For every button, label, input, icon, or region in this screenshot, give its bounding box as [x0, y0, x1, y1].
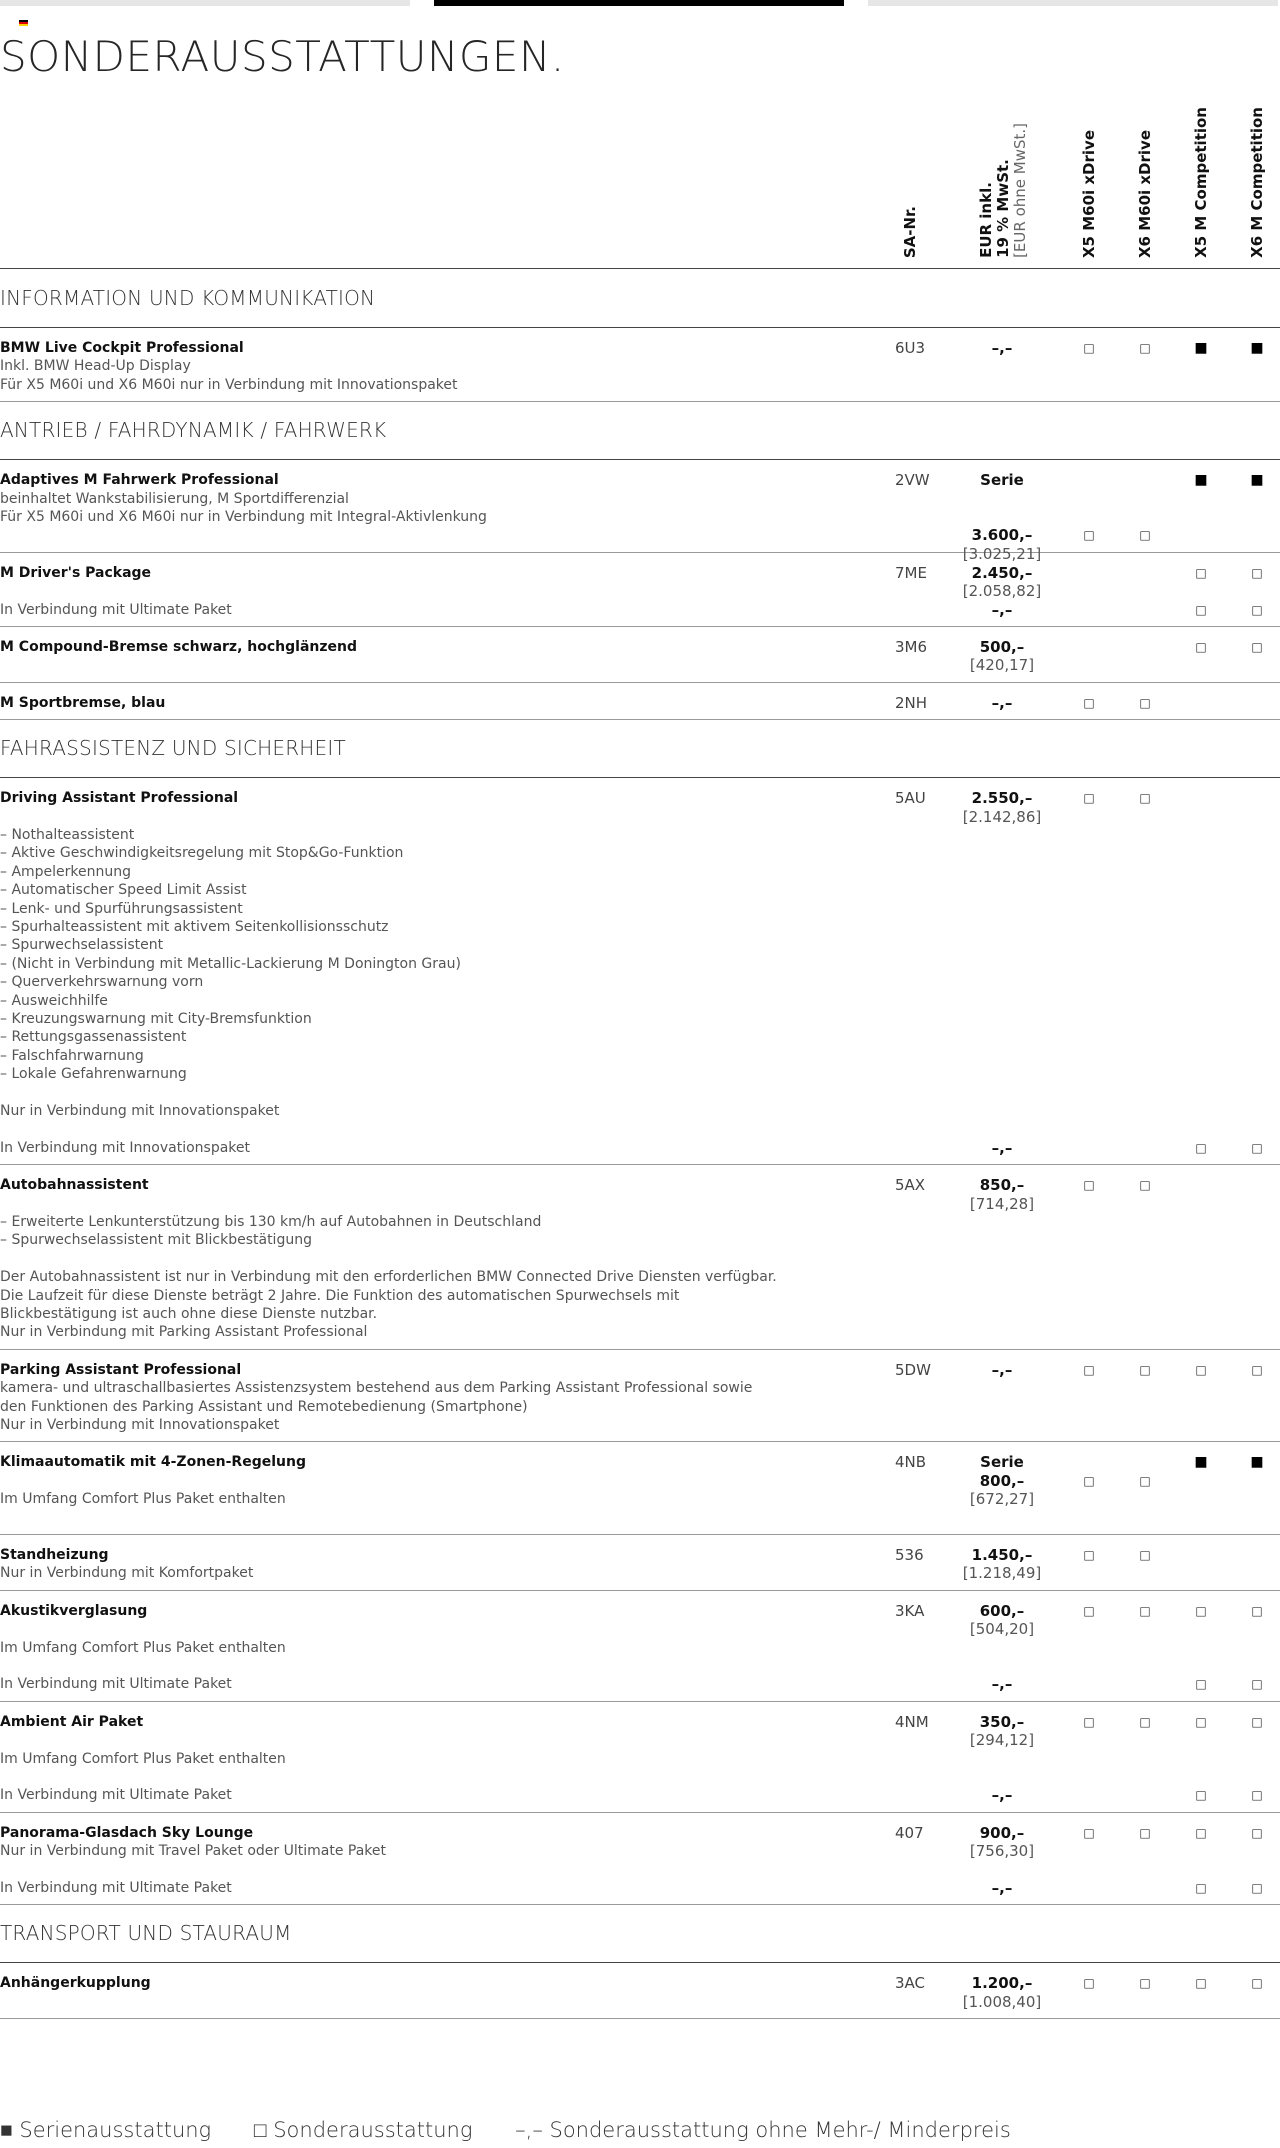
item-description: kamera- und ultraschallbasiertes Assistenzsystem bestehend aus dem Parking Assistant Professional sowie	[0, 1380, 753, 1397]
progress-segment	[868, 0, 1278, 6]
item-price	[950, 1713, 1054, 1750]
price-gross: –,–	[991, 339, 1013, 357]
item-price	[950, 339, 1054, 357]
optional-mark-icon: □	[1251, 565, 1263, 580]
price-gross: –,–	[991, 600, 1013, 619]
column-header-x6-m60i: X6 M60i xDrive	[1135, 129, 1154, 258]
item-code: 3KA	[895, 1601, 925, 1620]
item-description: – Ausweichhilfe	[0, 992, 108, 1009]
optional-mark-icon: □	[1195, 1880, 1207, 1895]
item-price	[950, 1139, 1054, 1157]
item-price	[950, 1472, 1054, 1509]
optional-mark-icon: □	[1195, 602, 1207, 617]
item-code: 2VW	[895, 471, 930, 490]
price-gross: 2.550,–	[971, 789, 1033, 808]
price-gross: –,–	[991, 693, 1013, 712]
equipment-item	[0, 778, 1280, 1165]
column-header-x6-m-competition: X6 M Competition	[1247, 107, 1266, 258]
equipment-item	[0, 1963, 1280, 2019]
equipment-item	[0, 1442, 1280, 1535]
optional-mark-icon: □	[1195, 1825, 1207, 1840]
equipment-item	[0, 1813, 1280, 1906]
item-description: – Querverkehrswarnung vorn	[0, 974, 204, 991]
price-header-line3: [EUR ohne MwSt.]	[1010, 123, 1029, 258]
optional-mark-icon: □	[1139, 695, 1151, 710]
price-gross: 350,–	[979, 1712, 1025, 1731]
item-description: Die Laufzeit für diese Dienste beträgt 2 Jahre. Die Funktion des automatischen Spurwechsels mit	[0, 1287, 680, 1304]
item-code: 536	[895, 1545, 924, 1564]
item-code: 407	[895, 1823, 924, 1842]
optional-mark-icon: □	[1083, 1362, 1095, 1377]
item-price	[950, 601, 1054, 619]
progress-segment	[0, 0, 410, 6]
optional-mark-icon: □	[1083, 1714, 1095, 1729]
optional-mark-icon: □	[1083, 1178, 1095, 1193]
price-gross: –,–	[991, 1138, 1013, 1157]
equipment-item	[0, 1165, 1280, 1350]
price-net: [1.218,49]	[962, 1564, 1042, 1583]
item-description: – Lenk- und Spurführungsassistent	[0, 900, 243, 917]
equipment-item	[0, 1591, 1280, 1702]
optional-mark-icon: □	[1195, 1976, 1207, 1991]
item-code: 3M6	[895, 637, 928, 656]
optional-mark-icon: □	[1251, 1788, 1263, 1803]
column-header-x5-m60i: X5 M60i xDrive	[1079, 129, 1098, 258]
optional-mark-icon: □	[1083, 695, 1095, 710]
price-net: [756,30]	[969, 1842, 1035, 1861]
progress-segment	[434, 0, 844, 6]
item-description: Für X5 M60i und X6 M60i nur in Verbindung mit Innovationspaket	[0, 376, 458, 393]
item-name: Akustikverglasung	[0, 1602, 148, 1619]
item-description: In Verbindung mit Ultimate Paket	[0, 1787, 232, 1804]
item-name: Klimaautomatik mit 4-Zonen-Regelung	[0, 1454, 306, 1471]
item-description: Nur in Verbindung mit Parking Assistant Professional	[0, 1324, 368, 1341]
item-description: In Verbindung mit Innovationspaket	[0, 1139, 250, 1156]
price-net: [3.025,21]	[962, 544, 1042, 563]
item-description: Im Umfang Comfort Plus Paket enthalten	[0, 1639, 286, 1656]
optional-mark-icon: □	[1139, 791, 1151, 806]
optional-mark-icon: □	[1139, 1362, 1151, 1377]
item-code: 5AU	[895, 789, 926, 808]
price-gross: 850,–	[979, 1176, 1025, 1195]
optional-mark-icon: □	[1083, 791, 1095, 806]
item-description: Nur in Verbindung mit Innovationspaket	[0, 1102, 280, 1119]
item-description: – Aktive Geschwindigkeitsregelung mit Stop&Go-Funktion	[0, 845, 404, 862]
column-header-x5-m-competition: X5 M Competition	[1191, 107, 1210, 258]
item-name: BMW Live Cockpit Professional	[0, 340, 244, 356]
optional-mark-icon: □	[1195, 1714, 1207, 1729]
section-header	[0, 720, 1280, 778]
price-gross: Serie	[980, 1453, 1024, 1472]
item-name: Autobahnassistent	[0, 1177, 149, 1194]
item-description: Nur in Verbindung mit Innovationspaket	[0, 1416, 280, 1433]
optional-mark-icon: □	[1251, 1880, 1263, 1895]
legend-standard: ■ Serienausstattung	[0, 2118, 212, 2142]
optional-mark-icon: □	[1251, 639, 1263, 654]
item-description: – Spurhalteassistent mit aktivem Seitenkollisionsschutz	[0, 918, 389, 935]
item-price	[950, 471, 1054, 489]
item-description: Für X5 M60i und X6 M60i nur in Verbindung mit Integral-Aktivlenkung	[0, 508, 487, 525]
item-name: Parking Assistant Professional	[0, 1361, 242, 1378]
item-code: 5AX	[895, 1176, 926, 1195]
item-price	[950, 638, 1054, 675]
optional-mark-icon: □	[1083, 528, 1095, 543]
section-header	[0, 402, 1280, 460]
section-title: FAHRASSISTENZ UND SICHERHEIT	[0, 736, 346, 761]
item-description: Der Autobahnassistent ist nur in Verbindung mit den erforderlichen BMW Connected Drive Diensten verfügbar.	[0, 1269, 777, 1286]
section-title: TRANSPORT UND STAURAUM	[0, 1921, 292, 1946]
price-header-line2: 19 % MwSt.	[993, 159, 1012, 258]
optional-mark-icon: □	[1139, 528, 1151, 543]
price-net: [714,28]	[969, 1194, 1035, 1213]
optional-mark-icon: □	[1083, 341, 1095, 355]
optional-mark-icon: □	[1139, 1714, 1151, 1729]
standard-mark-icon: ■	[1194, 1454, 1208, 1471]
price-gross: –,–	[991, 1786, 1013, 1805]
price-gross: 500,–	[979, 637, 1025, 656]
item-code: 4NB	[895, 1453, 927, 1472]
price-net: [2.058,82]	[962, 582, 1042, 601]
standard-mark-icon: ■	[1250, 1454, 1264, 1471]
equipment-table	[0, 270, 1280, 2019]
optional-mark-icon: □	[1251, 1362, 1263, 1377]
section-header	[0, 1905, 1280, 1963]
price-gross: Serie	[980, 471, 1024, 490]
price-gross: 1.450,–	[971, 1545, 1033, 1564]
equipment-item	[0, 1702, 1280, 1813]
item-name: M Compound-Bremse schwarz, hochglänzend	[0, 638, 357, 655]
item-code: 7ME	[895, 563, 927, 582]
optional-mark-icon: □	[1139, 1178, 1151, 1193]
optional-mark-icon: □	[1139, 1825, 1151, 1840]
optional-mark-icon: □	[1195, 565, 1207, 580]
item-code: 5DW	[895, 1360, 931, 1379]
optional-mark-icon: □	[1251, 1140, 1263, 1155]
equipment-item	[0, 683, 1280, 720]
price-header-line1: EUR inkl.	[976, 182, 995, 258]
item-name: Anhängerkupplung	[0, 1975, 151, 1992]
item-description: – Lokale Gefahrenwarnung	[0, 1066, 187, 1083]
item-code: 6U3	[895, 339, 926, 357]
price-net: [672,27]	[969, 1490, 1035, 1509]
flag-stripe	[19, 24, 28, 26]
column-header-code: SA-Nr.	[900, 205, 919, 258]
price-gross: –,–	[991, 1360, 1013, 1379]
item-description: In Verbindung mit Ultimate Paket	[0, 601, 232, 618]
item-description: Nur in Verbindung mit Komfortpaket	[0, 1565, 254, 1582]
price-net: [504,20]	[969, 1620, 1035, 1639]
table-header	[0, 107, 1280, 269]
item-price	[950, 1602, 1054, 1639]
item-price	[950, 1361, 1054, 1379]
price-gross: 2.450,–	[971, 563, 1033, 582]
standard-mark-icon: ■	[1194, 472, 1208, 489]
item-description: Im Umfang Comfort Plus Paket enthalten	[0, 1491, 286, 1508]
item-description: – Spurwechselassistent mit Blickbestätigung	[0, 1232, 312, 1249]
item-description: – Ampelerkennung	[0, 863, 132, 880]
page-progress-bar	[0, 0, 1280, 6]
item-name: M Sportbremse, blau	[0, 694, 166, 711]
item-code: 3AC	[895, 1974, 926, 1993]
item-description: – Rettungsgassenassistent	[0, 1029, 187, 1046]
price-net: [420,17]	[969, 656, 1035, 675]
item-name: Panorama-Glasdach Sky Lounge	[0, 1824, 254, 1841]
item-price	[950, 1453, 1054, 1471]
optional-mark-icon: □	[1195, 1788, 1207, 1803]
standard-mark-icon: ■	[1250, 472, 1264, 489]
item-description: In Verbindung mit Ultimate Paket	[0, 1879, 232, 1896]
page-title: SONDERAUSSTATTUNGEN.	[0, 32, 565, 81]
optional-mark-icon: □	[1251, 1976, 1263, 1991]
optional-mark-icon: □	[1195, 639, 1207, 654]
legend-optional: □ Sonderausstattung	[253, 2118, 473, 2142]
equipment-item	[0, 460, 1280, 563]
optional-mark-icon: □	[1195, 1140, 1207, 1155]
optional-mark-icon: □	[1251, 1677, 1263, 1692]
price-gross: 900,–	[979, 1823, 1025, 1842]
item-name: Driving Assistant Professional	[0, 790, 239, 807]
item-name: Standheizung	[0, 1546, 109, 1563]
optional-mark-icon: □	[1195, 1603, 1207, 1618]
item-description: beinhaltet Wankstabilisierung, M Sportdifferenzial	[0, 490, 349, 507]
item-description: Im Umfang Comfort Plus Paket enthalten	[0, 1750, 286, 1767]
optional-mark-icon: □	[1139, 341, 1151, 355]
equipment-item	[0, 1350, 1280, 1443]
item-price	[950, 1974, 1054, 2011]
section-title: INFORMATION UND KOMMUNIKATION	[0, 286, 376, 310]
optional-mark-icon: □	[1139, 1976, 1151, 1991]
price-gross: –,–	[991, 1878, 1013, 1897]
equipment-item	[0, 328, 1280, 402]
price-net: [2.142,86]	[962, 807, 1042, 826]
price-gross: 800,–	[979, 1471, 1025, 1490]
price-net: [294,12]	[969, 1731, 1035, 1750]
optional-mark-icon: □	[1195, 1362, 1207, 1377]
item-description: – (Nicht in Verbindung mit Metallic-Lackierung M Donington Grau)	[0, 955, 461, 972]
item-name: Ambient Air Paket	[0, 1713, 144, 1730]
item-description: – Automatischer Speed Limit Assist	[0, 882, 247, 899]
optional-mark-icon: □	[1083, 1547, 1095, 1562]
price-gross: 1.200,–	[971, 1974, 1033, 1993]
section-title: ANTRIEB / FAHRDYNAMIK / FAHRWERK	[0, 418, 387, 443]
optional-mark-icon: □	[1139, 1603, 1151, 1618]
item-price	[950, 1879, 1054, 1897]
item-price	[950, 694, 1054, 712]
item-description: – Nothalteassistent	[0, 826, 135, 843]
optional-mark-icon: □	[1251, 1825, 1263, 1840]
item-name: Adaptives M Fahrwerk Professional	[0, 472, 279, 489]
item-description: Nur in Verbindung mit Travel Paket oder Ultimate Paket	[0, 1843, 386, 1860]
optional-mark-icon: □	[1195, 1677, 1207, 1692]
item-price	[950, 789, 1054, 826]
item-description: – Spurwechselassistent	[0, 937, 164, 954]
item-price	[950, 1546, 1054, 1583]
optional-mark-icon: □	[1251, 602, 1263, 617]
optional-mark-icon: □	[1083, 1825, 1095, 1840]
optional-mark-icon: □	[1139, 1547, 1151, 1562]
item-description: – Kreuzungswarnung mit City-Bremsfunktion	[0, 1010, 312, 1027]
section-header	[0, 270, 1280, 328]
item-description: Inkl. BMW Head-Up Display	[0, 358, 191, 375]
optional-mark-icon: □	[1083, 1473, 1095, 1488]
item-price	[950, 564, 1054, 601]
legend-no-charge: –,– Sonderausstattung ohne Mehr-/ Minderpreis	[515, 2118, 1011, 2142]
optional-mark-icon: □	[1251, 1714, 1263, 1729]
item-description: – Falschfahrwarnung	[0, 1047, 144, 1064]
item-description: Blickbestätigung ist auch ohne diese Dienste nutzbar.	[0, 1305, 378, 1322]
item-description: In Verbindung mit Ultimate Paket	[0, 1676, 232, 1693]
item-name: M Driver's Package	[0, 564, 152, 581]
legend	[0, 2118, 1047, 2143]
price-gross: –,–	[991, 1675, 1013, 1694]
price-net: [1.008,40]	[962, 1992, 1042, 2011]
optional-mark-icon: □	[1251, 1603, 1263, 1618]
language-flag-icon[interactable]	[19, 20, 28, 26]
price-gross: 600,–	[979, 1601, 1025, 1620]
optional-mark-icon: □	[1139, 1473, 1151, 1488]
equipment-item	[0, 553, 1280, 627]
column-header-price	[970, 110, 1036, 258]
item-price	[950, 1786, 1054, 1804]
equipment-item	[0, 627, 1280, 683]
item-code: 2NH	[895, 693, 928, 712]
price-gross: 3.600,–	[971, 526, 1033, 545]
item-price	[950, 1176, 1054, 1213]
item-description: – Erweiterte Lenkunterstützung bis 130 km/h auf Autobahnen in Deutschland	[0, 1213, 542, 1230]
item-description: den Funktionen des Parking Assistant und Remotebedienung (Smartphone)	[0, 1398, 528, 1415]
equipment-item	[0, 1535, 1280, 1591]
item-code: 4NM	[895, 1712, 929, 1731]
item-price	[950, 1675, 1054, 1693]
optional-mark-icon: □	[1083, 1603, 1095, 1618]
standard-mark-icon: ■	[1194, 340, 1208, 356]
optional-mark-icon: □	[1083, 1976, 1095, 1991]
standard-mark-icon: ■	[1250, 340, 1264, 356]
item-price	[950, 1824, 1054, 1861]
